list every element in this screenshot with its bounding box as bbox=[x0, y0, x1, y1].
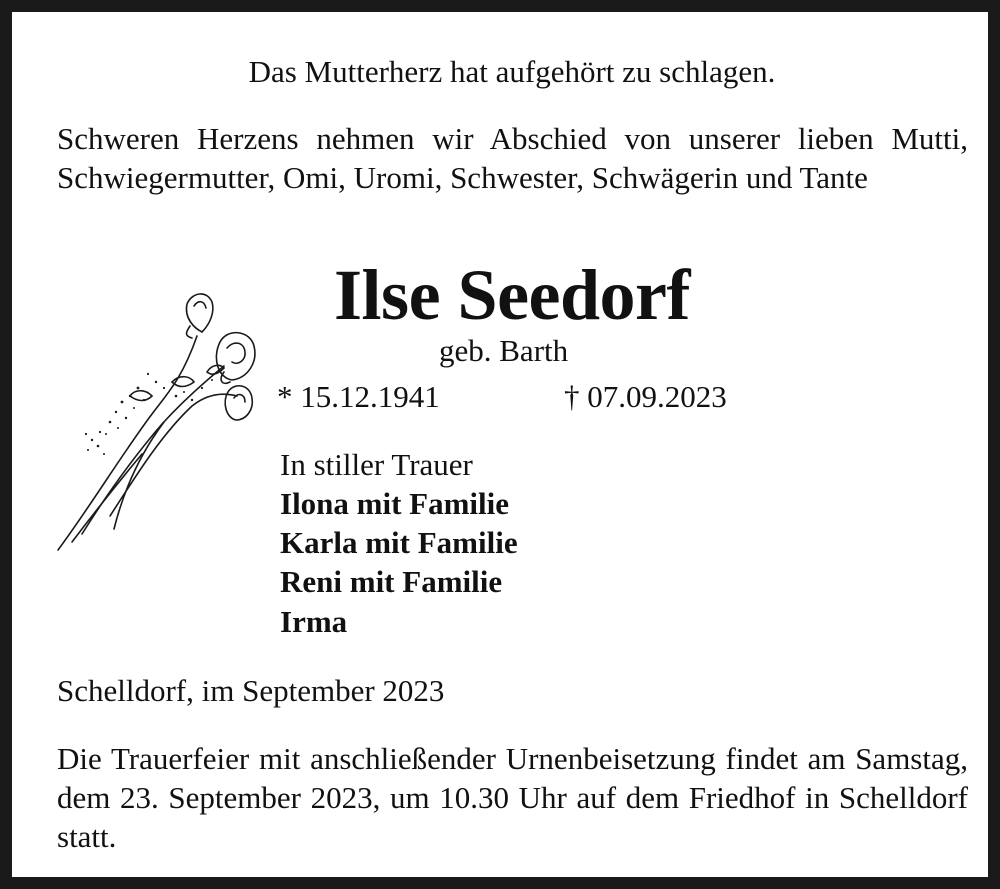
mourner-item: Karla mit Familie bbox=[280, 525, 518, 560]
birth-date: * 15.12.1941 bbox=[277, 379, 440, 414]
intro-paragraph: Schweren Herzens nehmen wir Abschied von unserer lieben Mutti, Schwiegermutter, Omi, Uromi, Schwester, Schwägerin und Tante bbox=[57, 121, 968, 195]
place-date: Schelldorf, im September 2023 bbox=[57, 673, 445, 708]
mourner-item: Ilona mit Familie bbox=[280, 486, 510, 521]
headline: Das Mutterherz hat aufgehört zu schlagen. bbox=[248, 54, 776, 89]
rose-bouquet-icon bbox=[52, 284, 267, 559]
mourner-item: Irma bbox=[280, 604, 348, 639]
maiden-name: geb. Barth bbox=[439, 333, 569, 368]
death-date: † 07.09.2023 bbox=[564, 379, 727, 414]
mourning-intro: In stiller Trauer bbox=[280, 447, 473, 482]
funeral-info: Die Trauerfeier mit anschließender Urnenbeisetzung findet am Samstag, dem 23. September 2023, um 10.30 Uhr auf dem Friedhof in Schelldorf statt. bbox=[57, 741, 968, 854]
mourner-item: Reni mit Familie bbox=[280, 564, 503, 599]
deceased-name: Ilse Seedorf bbox=[334, 255, 690, 335]
